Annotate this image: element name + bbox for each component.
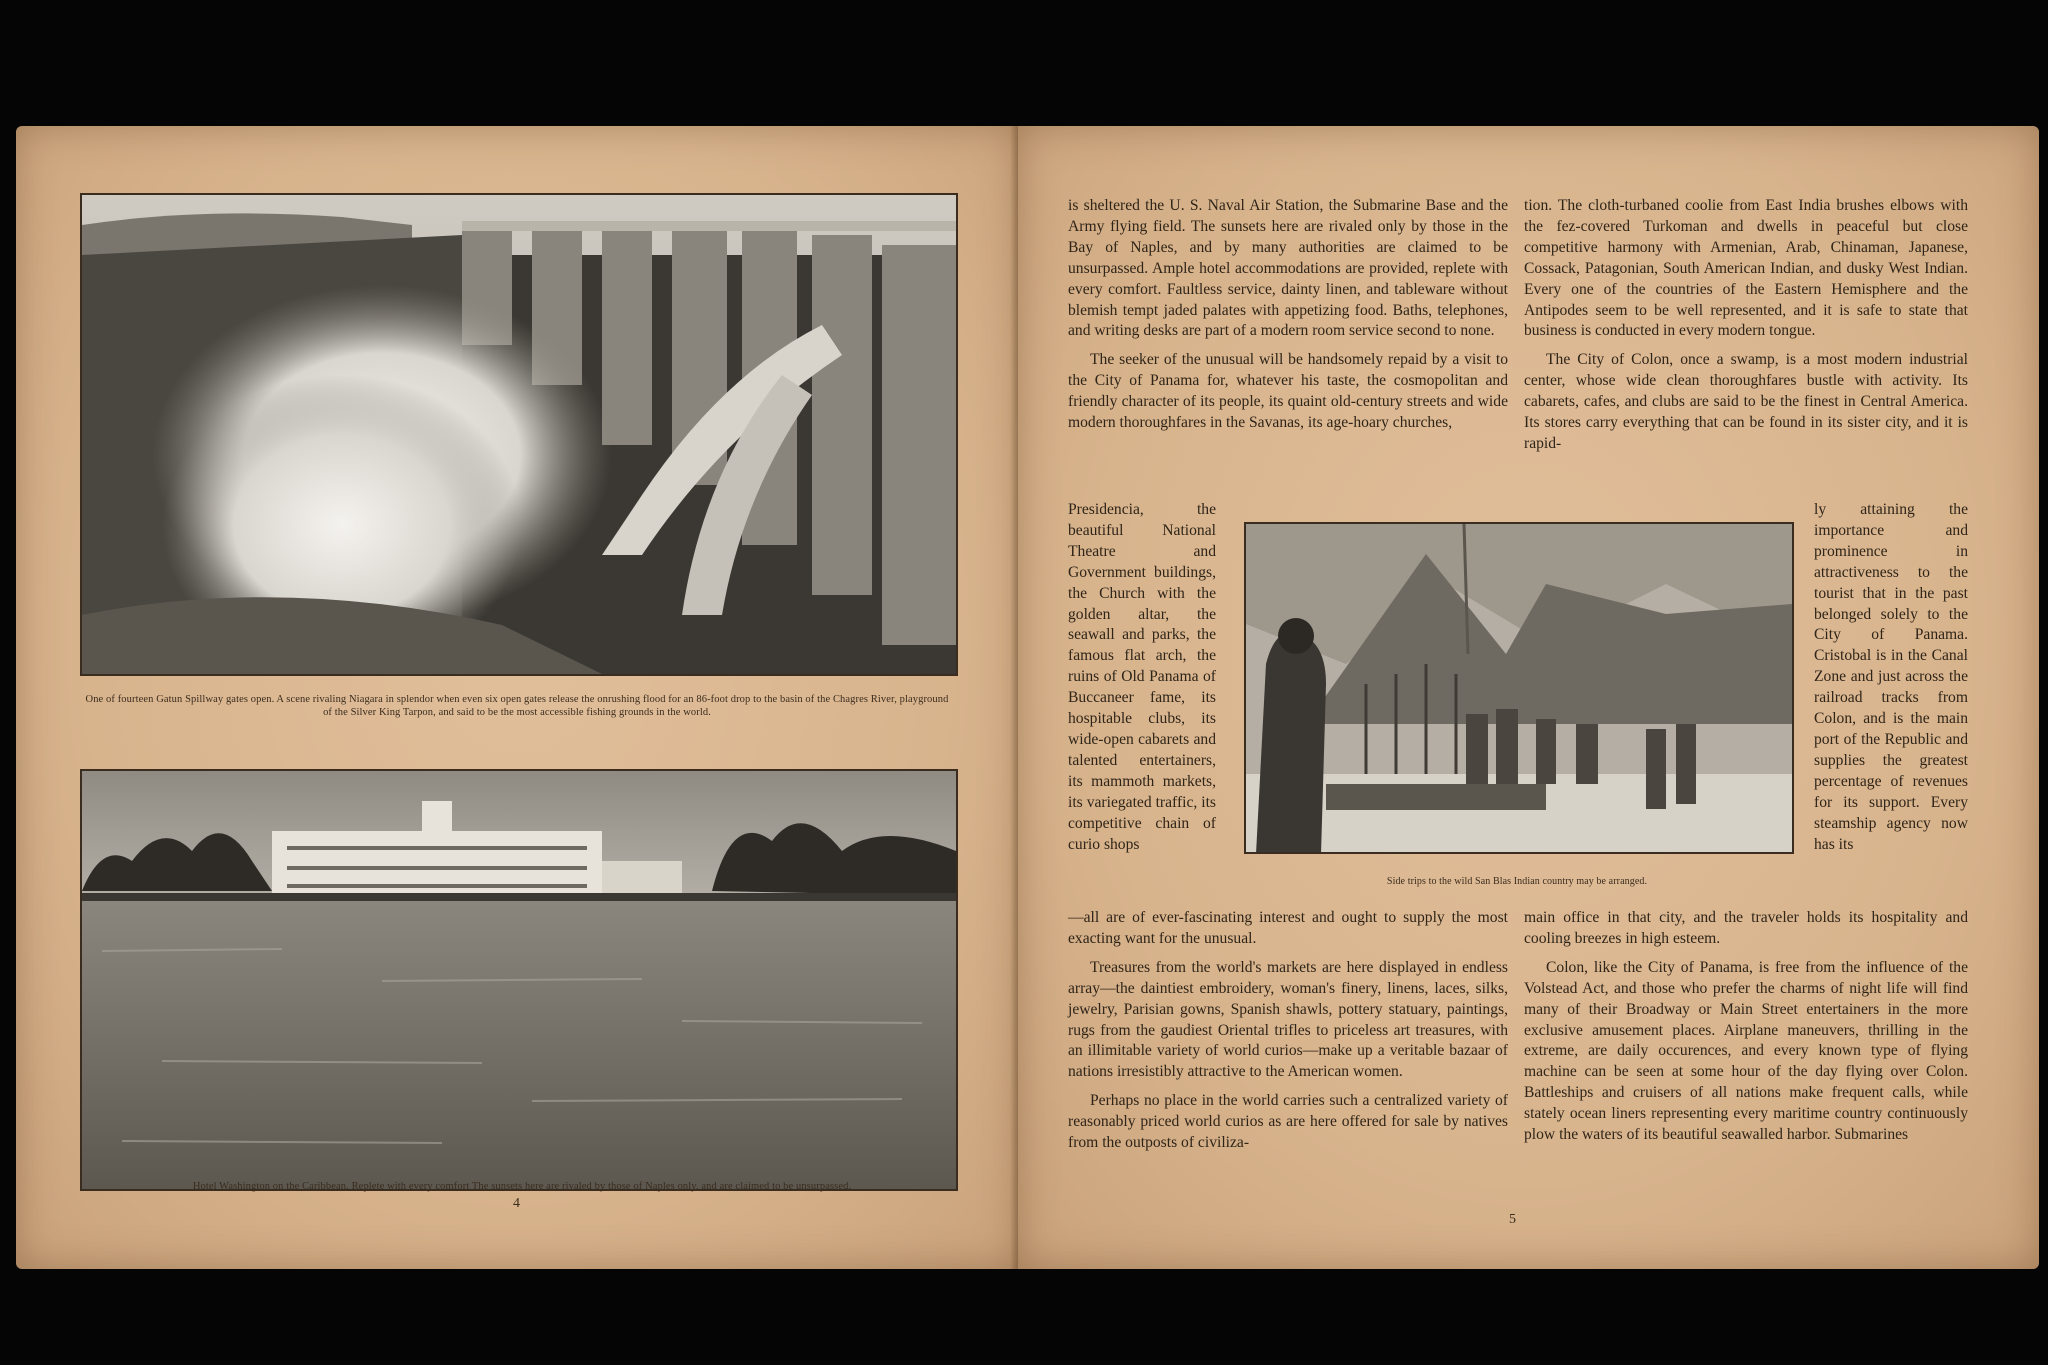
column-2-top [1524, 196, 1968, 463]
paragraph: tion. The cloth-turbaned coolie from East India brushes elbows with the fez-covered Turkoman and dwells in peaceful but close competitive harmony with Armenian, Arab, Chinaman, Japanese, Cossack, Patagonian, South American Indian, and dusky West Indian. Every one of the countries of the Eastern Hemisphere and the Antipodes seem to be well represented, and it is safe to state that business is conducted in every modern tongue. [1524, 197, 1968, 340]
paragraph: Colon, like the City of Panama, is free from the influence of the Volstead Act, and those who prefer the charms of night life will find many of their Broadway or Main Street entertainers in the more exclusive amusement places. Airplane maneuvers, thrilling in the extreme, are daily occurences, and every known type of flying machine can be seen at some hour of the day flying over Colon. Battleships and cruisers of all nations make frequent calls, while stately ocean liners representing every maritime country continuously plow the waters of its beautiful seawalled harbor. Submarines [1524, 958, 1968, 1144]
page-number-right: 5 [1509, 1212, 1516, 1227]
paragraph: main office in that city, and the traveler holds its hospitality and cooling breezes in high esteem. [1524, 909, 1968, 947]
hotel-photo [80, 769, 958, 1191]
paragraph: is sheltered the U. S. Naval Air Station, the Submarine Base and the Army flying field. The sunsets here are rivaled only by those in the Bay of Naples, and by many authorities are claimed to be unsurpassed. Ample hotel accommodations are provided, replete with every comfort. Faultless service, dainty linen, and tableware without blemish tempt jaded palates with appetizing food. Baths, telephones, and writing desks are part of a modern room service second to none. [1068, 197, 1508, 340]
column-1-top [1068, 196, 1508, 442]
page-number-left: 4 [513, 1196, 520, 1211]
san-blas-caption: Side trips to the wild San Blas Indian country may be arranged. [1386, 876, 1648, 887]
san-blas-photo [1244, 522, 1794, 854]
column-1-wrap: Presidencia, the beautiful National Theatre and Government buildings, the Church with the golden altar, the seawall and parks, the famous flat arch, the ruins of Old Panama of Buccaneer fame, its hospitable clubs, its wide-open cabarets and talented entertainers, its mammoth markets, its variegated traffic, its competitive chain of curio shops [1068, 501, 1216, 853]
spillway-caption: One of fourteen Gatun Spillway gates open. A scene rivaling Niagara in splendor when even six open gates release the onrushing flood for an 86-foot drop to the basin of the Chagres River, playground of the Silver King Tarpon, and said to be the most accessible fishing grounds in the world. [85, 694, 949, 718]
column-1-bottom [1068, 908, 1508, 1162]
paragraph: The seeker of the unusual will be handsomely repaid by a visit to the City of Panama for, whatever his taste, the cosmopolitan and friendly character of its people, its quaint old-century streets and wide modern thoroughfares in the Savanas, its age-hoary churches, [1068, 351, 1508, 432]
hotel-caption: Hotel Washington on the Caribbean. Replete with every comfort The sunsets here are rivaled by those of Naples only, and are claimed to be unsurpassed. [192, 1181, 852, 1192]
paragraph: —all are of ever-fascinating interest and ought to supply the most exacting want for the unusual. [1068, 909, 1508, 947]
column-2-bottom [1524, 908, 1968, 1154]
spillway-photo [80, 193, 958, 676]
paragraph: Treasures from the world's markets are here displayed in endless array—the daintiest embroidery, woman's finery, linens, laces, silks, jewelry, Parisian gowns, Spanish shawls, pottery statuary, paintings, rugs from the gaudiest Oriental trifles to priceless art treasures, with an illimitable variety of world curios—make up a veritable bazaar of nations irresistibly attractive to the American women. [1068, 958, 1508, 1081]
paragraph: The City of Colon, once a swamp, is a most modern industrial center, whose wide clean thoroughfares bustle with activity. Its cabarets, cafes, and clubs are said to be the finest in Central America. Its stores carry everything that can be found in its sister city, and it is rapid- [1524, 351, 1968, 452]
left-page [16, 126, 1020, 1269]
column-2-wrap: ly attaining the importance and prominence in attractiveness to the tourist that in the past belonged solely to the City of Panama. Cristobal is in the Canal Zone and just across the railroad tracks from Colon, and is the main port of the Republic and supplies the greatest percentage of revenues for its support. Every steamship agency now has its [1814, 501, 1968, 853]
paragraph: Perhaps no place in the world carries such a centralized variety of reasonably priced world curios as are here offered for sale by natives from the outposts of civiliza- [1068, 1092, 1508, 1152]
right-page [1018, 126, 2039, 1269]
